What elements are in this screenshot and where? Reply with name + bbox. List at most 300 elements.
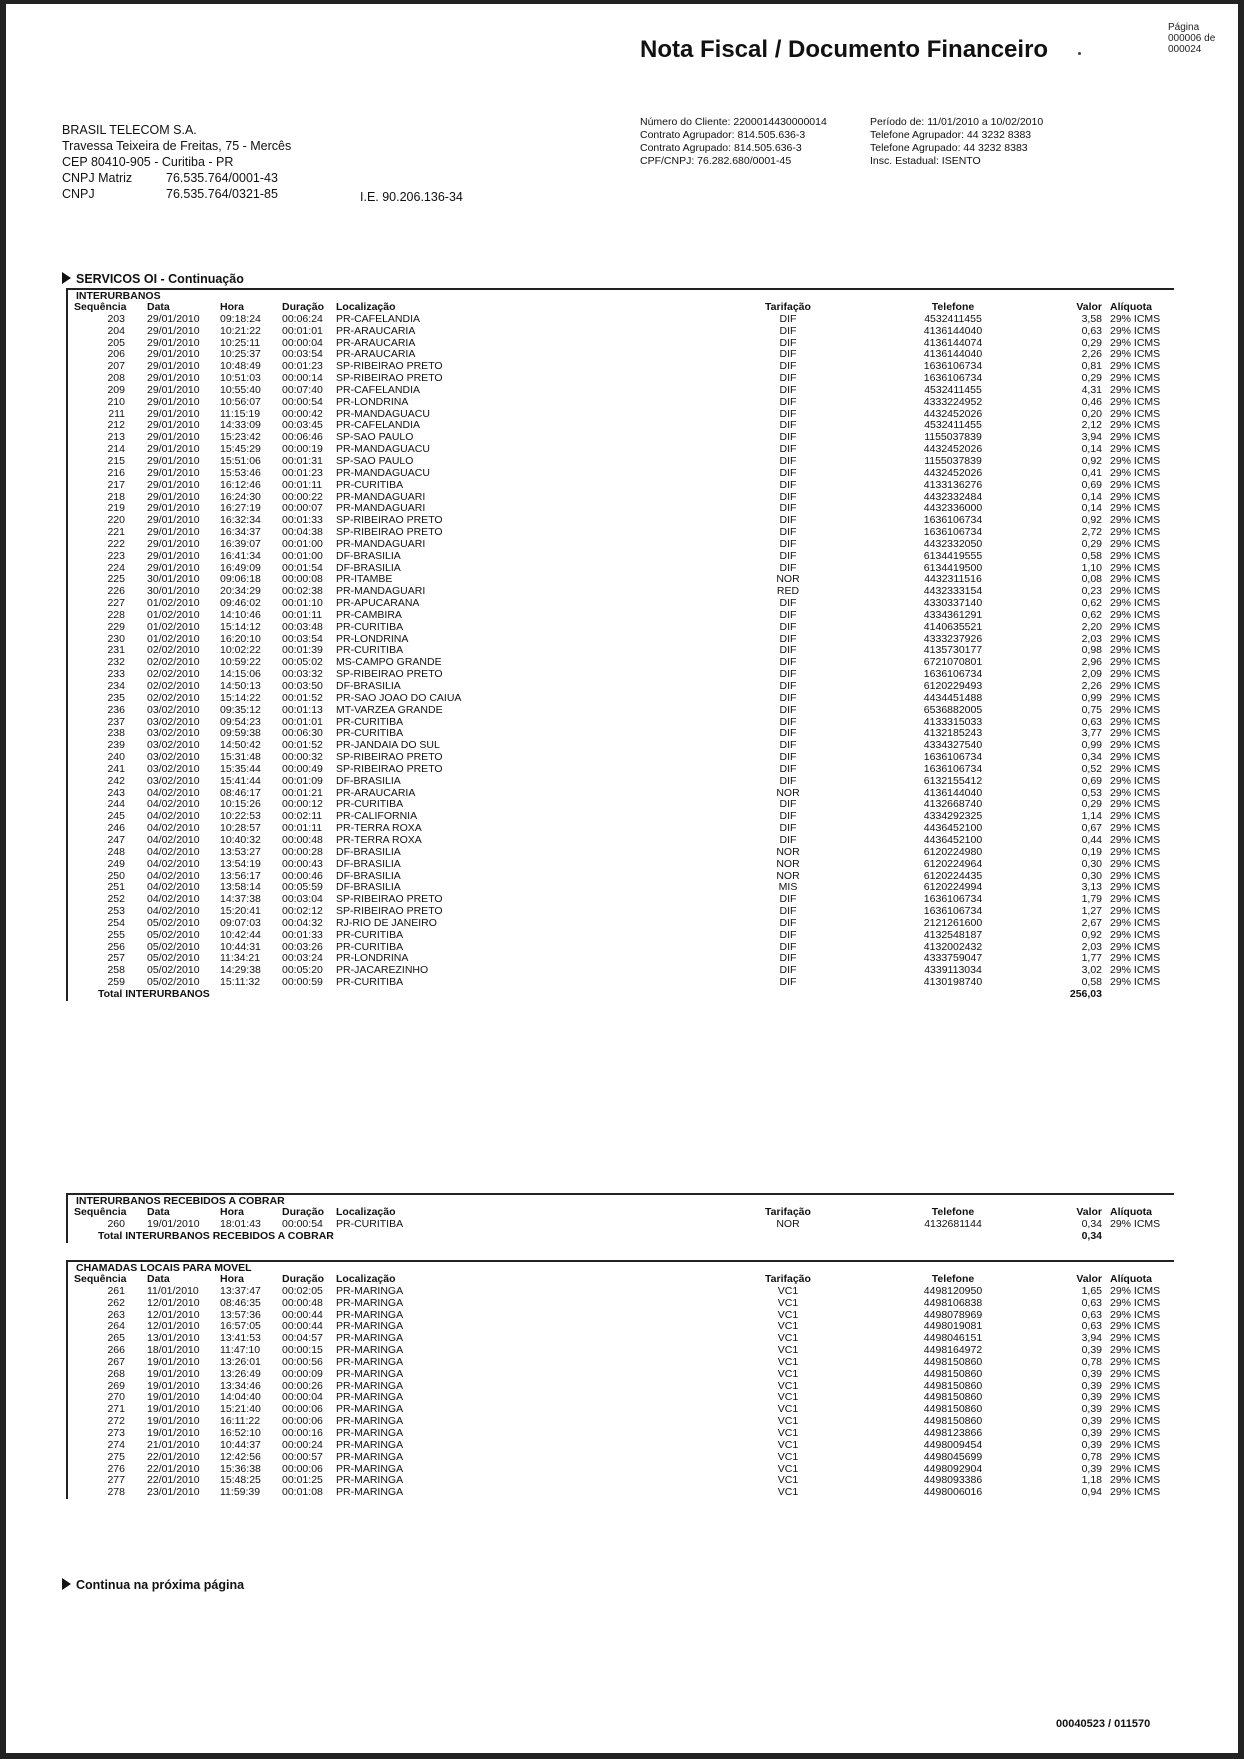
cell-tariff: DIF <box>779 656 797 669</box>
cell-date: 01/02/2010 <box>147 632 200 645</box>
cell-location: PR-MARINGA <box>336 1284 404 1297</box>
cell-seq: 267 <box>107 1355 125 1368</box>
cell-date: 19/01/2010 <box>147 1426 200 1439</box>
cell-time: 14:37:38 <box>220 893 261 906</box>
cnpj-matriz-value: 76.535.764/0001-43 <box>166 171 278 185</box>
cell-date: 29/01/2010 <box>147 419 200 432</box>
cell-phone: 4330337140 <box>923 597 983 610</box>
cell-time: 16:39:07 <box>220 537 261 550</box>
cell-date: 05/02/2010 <box>147 928 200 941</box>
cell-tariff: VC1 <box>777 1284 799 1297</box>
cell-value: 0,94 <box>1081 1486 1102 1499</box>
cell-time: 13:53:27 <box>220 845 261 858</box>
cell-time: 09:54:23 <box>220 715 261 728</box>
cell-tax-rate: 29% ICMS <box>1110 680 1161 692</box>
cell-value: 0,29 <box>1081 372 1102 385</box>
cell-tax-rate: 29% ICMS <box>1110 905 1161 918</box>
cell-value: 0,39 <box>1081 1415 1102 1428</box>
cell-value: 0,69 <box>1081 774 1102 787</box>
cell-date: 02/02/2010 <box>147 644 200 657</box>
cell-time: 10:22:53 <box>220 810 261 823</box>
cell-date: 29/01/2010 <box>147 514 200 527</box>
cell-date: 05/02/2010 <box>147 976 200 989</box>
cell-tariff: DIF <box>779 336 797 349</box>
cell-date: 22/01/2010 <box>147 1462 200 1475</box>
cell-value: 0,78 <box>1081 1450 1102 1463</box>
cell-duration: 00:01:23 <box>282 466 323 479</box>
cell-location: MT-VARZEA GRANDE <box>336 703 443 716</box>
cell-tax-rate: 29% ICMS <box>1110 1462 1161 1475</box>
cell-seq: 256 <box>107 940 125 953</box>
cell-tax-rate: 29% ICMS <box>1110 798 1161 811</box>
cell-tax-rate: 29% ICMS <box>1110 703 1161 716</box>
cell-tariff: DIF <box>779 324 797 337</box>
cell-duration: 00:07:40 <box>282 383 323 396</box>
cell-phone: 4334327540 <box>923 739 983 752</box>
cell-duration: 00:00:48 <box>282 833 323 846</box>
cell-value: 0,39 <box>1081 1438 1102 1451</box>
cell-phone: 1155037839 <box>924 454 982 467</box>
cell-value: 0,29 <box>1081 537 1102 550</box>
cell-phone: 4132002432 <box>923 940 983 953</box>
cell-value: 0,75 <box>1081 703 1102 716</box>
cell-location: PR-MANDAGUACU <box>336 407 430 420</box>
cell-tax-rate: 29% ICMS <box>1110 893 1161 906</box>
cell-phone: 1636106734 <box>923 360 983 373</box>
recebidos-total-row <box>68 1231 1174 1243</box>
cell-value: 4,31 <box>1081 383 1102 396</box>
cell-phone: 4498150860 <box>923 1403 983 1416</box>
table-row <box>68 1286 1174 1298</box>
cell-location: PR-JANDAIA DO SUL <box>336 739 440 752</box>
cell-value: 0,92 <box>1081 928 1102 941</box>
cell-time: 10:02:22 <box>220 644 261 657</box>
cell-seq: 271 <box>107 1403 125 1416</box>
cell-seq: 251 <box>107 881 125 894</box>
cell-duration: 00:04:32 <box>282 916 323 929</box>
cell-seq: 243 <box>107 786 125 799</box>
cell-location: PR-MARINGA <box>336 1367 404 1380</box>
cell-value: 0,14 <box>1081 490 1102 503</box>
cell-time: 16:24:30 <box>220 490 261 503</box>
cell-seq: 229 <box>107 620 125 633</box>
cell-seq: 274 <box>107 1438 125 1451</box>
cell-seq: 223 <box>107 549 125 562</box>
cell-tax-rate: 29% ICMS <box>1110 348 1161 361</box>
cell-phone: 4432311516 <box>924 573 982 586</box>
cell-seq: 268 <box>107 1367 125 1380</box>
cell-seq: 258 <box>107 964 125 977</box>
cell-date: 04/02/2010 <box>147 822 200 835</box>
cell-duration: 00:01:25 <box>282 1474 323 1487</box>
cell-tax-rate: 29% ICMS <box>1110 632 1161 645</box>
cell-phone: 4498150860 <box>923 1355 983 1368</box>
cell-duration: 00:01:11 <box>282 822 323 835</box>
cell-time: 16:52:10 <box>220 1426 261 1439</box>
cell-tax-rate: 29% ICMS <box>1110 1379 1161 1392</box>
cell-location: PR-CURITIBA <box>336 940 404 953</box>
cell-phone: 4436452100 <box>923 833 983 846</box>
cell-duration: 00:00:06 <box>282 1462 323 1475</box>
cell-duration: 00:00:26 <box>282 1379 323 1392</box>
cell-phone: 4132185243 <box>923 727 983 740</box>
cell-tariff: DIF <box>779 478 797 491</box>
cell-location: PR-CURITIBA <box>336 928 404 941</box>
cell-value: 0,63 <box>1081 715 1102 728</box>
page-number: 000006 de <box>1168 33 1216 44</box>
col-valor: Valor <box>1076 1273 1102 1285</box>
cell-phone: 4132548187 <box>923 928 983 941</box>
cell-phone: 1636106734 <box>923 526 983 539</box>
cell-tax-rate: 29% ICMS <box>1110 312 1161 325</box>
cell-tariff: DIF <box>779 620 797 633</box>
col-data: Data <box>147 1206 170 1218</box>
cell-time: 16:20:10 <box>220 632 261 645</box>
cell-location: PR-ITAMBE <box>336 573 393 586</box>
cell-tariff: DIF <box>779 632 797 645</box>
cell-date: 02/02/2010 <box>147 691 200 704</box>
cell-duration: 00:01:09 <box>282 774 323 787</box>
cell-tax-rate: 29% ICMS <box>1110 478 1161 491</box>
cell-phone: 4432452026 <box>923 407 983 420</box>
cell-seq: 222 <box>107 537 125 550</box>
cell-tax-rate: 29% ICMS <box>1110 443 1161 456</box>
cell-location: DF-BRASILIA <box>336 845 401 858</box>
cell-value: 1,14 <box>1081 810 1102 823</box>
cell-duration: 00:03:24 <box>282 952 323 965</box>
cell-time: 09:18:24 <box>220 312 261 325</box>
interurbanos-rows <box>68 314 1174 989</box>
cell-time: 14:33:09 <box>220 419 261 432</box>
cell-value: 1,18 <box>1081 1474 1102 1487</box>
cell-duration: 00:00:32 <box>282 751 323 764</box>
cell-time: 13:54:19 <box>220 857 261 870</box>
cell-date: 04/02/2010 <box>147 798 200 811</box>
cell-value: 0,39 <box>1081 1426 1102 1439</box>
cell-tariff: NOR <box>776 869 800 882</box>
cell-duration: 00:01:52 <box>282 691 323 704</box>
cell-tax-rate: 29% ICMS <box>1110 727 1161 740</box>
cell-time: 15:41:44 <box>220 774 261 787</box>
cell-date: 04/02/2010 <box>147 845 200 858</box>
cell-location: DF-BRASILIA <box>336 549 401 562</box>
cell-time: 15:21:40 <box>220 1403 261 1416</box>
cell-date: 03/02/2010 <box>147 774 200 787</box>
table-row <box>68 693 1174 705</box>
cell-time: 14:50:42 <box>220 739 261 752</box>
cell-tariff: DIF <box>779 751 797 764</box>
cell-tax-rate: 29% ICMS <box>1110 810 1161 823</box>
col-aliquota: Alíquota <box>1110 301 1152 313</box>
cell-seq: 219 <box>107 502 125 515</box>
cell-date: 29/01/2010 <box>147 537 200 550</box>
cell-time: 15:36:38 <box>220 1462 261 1475</box>
cell-time: 15:45:29 <box>220 443 261 456</box>
cell-seq: 249 <box>107 857 125 870</box>
cell-phone: 4432336000 <box>923 502 983 515</box>
cell-phone: 4432332050 <box>923 537 983 550</box>
cell-seq: 261 <box>107 1284 125 1297</box>
cell-time: 10:28:57 <box>220 822 261 835</box>
cell-duration: 00:00:42 <box>282 407 323 420</box>
cell-phone: 6134419500 <box>923 561 983 574</box>
cell-location: PR-MARINGA <box>336 1332 404 1345</box>
cell-location: PR-CAFELANDIA <box>336 419 421 432</box>
col-telefone: Telefone <box>931 301 975 313</box>
cell-phone: 4498019081 <box>923 1320 983 1333</box>
cell-seq: 213 <box>107 431 125 444</box>
cell-duration: 00:00:15 <box>282 1344 323 1357</box>
cell-location: PR-MARINGA <box>336 1296 404 1309</box>
phone-agrupador: Telefone Agrupador: 44 3232 8383 <box>870 129 1032 141</box>
cell-date: 04/02/2010 <box>147 905 200 918</box>
cell-phone: 1636106734 <box>923 372 983 385</box>
cell-tariff: DIF <box>779 372 797 385</box>
cell-phone: 4434451488 <box>923 691 983 704</box>
cnpj-label: CNPJ <box>62 187 95 201</box>
movel-section <box>66 1260 1174 1499</box>
table-row <box>68 551 1174 563</box>
cell-tax-rate: 29% ICMS <box>1110 940 1161 953</box>
cell-duration: 00:03:54 <box>282 348 323 361</box>
cell-value: 0,99 <box>1081 739 1102 752</box>
cell-phone: 1155037839 <box>924 431 982 444</box>
cell-seq: 235 <box>107 691 125 704</box>
cell-tax-rate: 29% ICMS <box>1110 383 1161 396</box>
cell-date: 29/01/2010 <box>147 490 200 503</box>
cell-phone: 1636106734 <box>923 893 983 906</box>
cell-phone: 4498106838 <box>923 1296 983 1309</box>
cell-tax-rate: 29% ICMS <box>1110 514 1161 527</box>
cell-location: PR-TERRA ROXA <box>336 833 422 846</box>
cell-tariff: VC1 <box>777 1426 799 1439</box>
cell-location: SP-RIBEIRAO PRETO <box>336 372 443 385</box>
cell-value: 2,67 <box>1081 916 1102 929</box>
cell-value: 0,63 <box>1081 1308 1102 1321</box>
cell-seq: 266 <box>107 1344 125 1357</box>
col-seq: Sequência <box>74 1273 127 1285</box>
cell-location: SP-SAO PAULO <box>336 454 414 467</box>
cell-tax-rate: 29% ICMS <box>1110 1320 1161 1333</box>
table-row <box>68 977 1174 989</box>
cell-date: 29/01/2010 <box>147 502 200 515</box>
cell-time: 10:55:40 <box>220 383 261 396</box>
col-hora: Hora <box>220 1206 244 1218</box>
table-row <box>68 314 1174 326</box>
cell-duration: 00:00:49 <box>282 762 323 775</box>
cell-date: 04/02/2010 <box>147 857 200 870</box>
col-valor: Valor <box>1076 301 1102 313</box>
cell-tax-rate: 29% ICMS <box>1110 751 1161 764</box>
cell-time: 14:50:13 <box>220 680 261 692</box>
cell-tariff: DIF <box>779 680 797 692</box>
cell-seq: 227 <box>107 597 125 610</box>
cell-phone: 6120224435 <box>923 869 983 882</box>
cell-seq: 214 <box>107 443 125 456</box>
cell-duration: 00:00:16 <box>282 1426 323 1439</box>
cell-phone: 4333237926 <box>923 632 983 645</box>
cell-value: 0,63 <box>1081 1296 1102 1309</box>
cell-seq: 248 <box>107 845 125 858</box>
cell-value: 2,03 <box>1081 632 1102 645</box>
cell-seq: 204 <box>107 324 125 337</box>
cell-tax-rate: 29% ICMS <box>1110 774 1161 787</box>
cell-value: 0,62 <box>1081 608 1102 621</box>
cell-duration: 00:02:38 <box>282 585 323 598</box>
cell-value: 0,58 <box>1081 976 1102 989</box>
cell-phone: 4132668740 <box>923 798 983 811</box>
arrow-right-icon <box>62 272 71 284</box>
cell-tax-rate: 29% ICMS <box>1110 502 1161 515</box>
cell-location: DF-BRASILIA <box>336 774 401 787</box>
cell-tariff: DIF <box>779 466 797 479</box>
cell-seq: 278 <box>107 1486 125 1499</box>
cell-tax-rate: 29% ICMS <box>1110 608 1161 621</box>
col-seq: Sequência <box>74 1206 127 1218</box>
issuer-address: Travessa Teixeira de Freitas, 75 - Mercês <box>62 139 292 153</box>
cell-value: 0,19 <box>1081 845 1102 858</box>
cell-time: 13:26:01 <box>220 1355 261 1368</box>
col-hora: Hora <box>220 301 244 313</box>
cell-seq: 205 <box>107 336 125 349</box>
cell-tax-rate: 29% ICMS <box>1110 857 1161 870</box>
document-number: 00040523 / 011570 <box>1056 1718 1151 1730</box>
cell-phone: 4432333154 <box>923 585 983 598</box>
cell-date: 29/01/2010 <box>147 336 200 349</box>
cell-tariff: DIF <box>779 443 797 456</box>
col-hora: Hora <box>220 1273 244 1285</box>
cell-tax-rate: 29% ICMS <box>1110 431 1161 444</box>
client-cpf-cnpj: CPF/CNPJ: 76.282.680/0001-45 <box>640 155 792 167</box>
cell-date: 13/01/2010 <box>147 1332 200 1345</box>
cell-time: 13:26:49 <box>220 1367 261 1380</box>
cell-tax-rate: 29% ICMS <box>1110 762 1161 775</box>
cell-date: 29/01/2010 <box>147 561 200 574</box>
cell-value: 0,92 <box>1081 514 1102 527</box>
cell-duration: 00:03:45 <box>282 419 323 432</box>
cell-date: 29/01/2010 <box>147 454 200 467</box>
cell-time: 20:34:29 <box>220 585 261 598</box>
cell-value: 0,14 <box>1081 443 1102 456</box>
cell-date: 01/02/2010 <box>147 608 200 621</box>
cell-time: 10:40:32 <box>220 833 261 846</box>
cell-tax-rate: 29% ICMS <box>1110 1474 1161 1487</box>
cell-duration: 00:05:59 <box>282 881 323 894</box>
cell-tax-rate: 29% ICMS <box>1110 845 1161 858</box>
cell-tariff: VC1 <box>777 1308 799 1321</box>
cell-seq: 253 <box>107 905 125 918</box>
cell-tariff: DIF <box>779 691 797 704</box>
scan-speck <box>1078 52 1081 55</box>
cell-tariff: DIF <box>779 312 797 325</box>
cell-value: 1,27 <box>1081 905 1102 918</box>
cell-duration: 00:01:39 <box>282 644 323 657</box>
cell-seq: 273 <box>107 1426 125 1439</box>
cell-tax-rate: 29% ICMS <box>1110 454 1161 467</box>
movel-rows <box>68 1286 1174 1499</box>
cell-location: SP-RIBEIRAO PRETO <box>336 762 443 775</box>
cell-duration: 00:00:08 <box>282 573 323 586</box>
contract-agrupador: Contrato Agrupador: 814.505.636-3 <box>640 129 806 141</box>
cell-phone: 4498078969 <box>923 1308 983 1321</box>
cell-date: 19/01/2010 <box>147 1379 200 1392</box>
cell-time: 15:14:22 <box>220 691 261 704</box>
cell-duration: 00:01:33 <box>282 514 323 527</box>
cell-duration: 00:01:33 <box>282 928 323 941</box>
cell-value: 0,67 <box>1081 822 1102 835</box>
cell-phone: 4334361291 <box>923 608 983 621</box>
cell-value: 2,03 <box>1081 940 1102 953</box>
cell-seq: 252 <box>107 893 125 906</box>
cell-phone: 4498093386 <box>923 1474 983 1487</box>
cell-time: 15:48:25 <box>220 1474 261 1487</box>
cell-location: PR-CURITIBA <box>336 976 404 989</box>
cell-seq: 246 <box>107 822 125 835</box>
cell-value: 0,78 <box>1081 1355 1102 1368</box>
cell-seq: 228 <box>107 608 125 621</box>
page-total: 000024 <box>1168 44 1202 55</box>
recebidos-title: INTERURBANOS RECEBIDOS A COBRAR <box>76 1195 285 1207</box>
recebidos-section <box>66 1193 1174 1243</box>
cell-value: 0,46 <box>1081 395 1102 408</box>
cell-duration: 00:01:00 <box>282 537 323 550</box>
cell-tax-rate: 29% ICMS <box>1110 597 1161 610</box>
total-label: Total INTERURBANOS <box>98 987 210 1000</box>
cell-location: PR-MARINGA <box>336 1355 404 1368</box>
cell-date: 29/01/2010 <box>147 360 200 373</box>
col-seq: Sequência <box>74 301 127 313</box>
cell-phone: 4132681144 <box>924 1217 982 1230</box>
cell-phone: 4333759047 <box>923 952 983 965</box>
cell-seq: 225 <box>107 573 125 586</box>
cell-value: 1,10 <box>1081 561 1102 574</box>
cell-value: 3,94 <box>1081 1332 1102 1345</box>
cell-tariff: DIF <box>779 348 797 361</box>
cell-time: 10:48:49 <box>220 360 261 373</box>
cell-tariff: DIF <box>779 833 797 846</box>
cell-duration: 00:01:52 <box>282 739 323 752</box>
cell-location: PR-MARINGA <box>336 1415 404 1428</box>
cell-value: 0,69 <box>1081 478 1102 491</box>
cell-phone: 4136144074 <box>923 336 983 349</box>
cell-tariff: RED <box>776 585 800 598</box>
cell-seq: 262 <box>107 1296 125 1309</box>
cell-tax-rate: 29% ICMS <box>1110 668 1161 681</box>
cnpj-matriz-label: CNPJ Matriz <box>62 171 133 185</box>
cell-phone: 4432452026 <box>923 443 983 456</box>
col-tarifacao: Tarifação <box>765 1273 811 1285</box>
cell-tariff: DIF <box>779 762 797 775</box>
cell-phone: 4498150860 <box>923 1391 983 1404</box>
cell-value: 0,29 <box>1081 336 1102 349</box>
cell-tax-rate: 29% ICMS <box>1110 1344 1161 1357</box>
table-row <box>68 764 1174 776</box>
cell-time: 14:15:06 <box>220 668 261 681</box>
cell-seq: 207 <box>107 360 125 373</box>
cell-location: SP-RIBEIRAO PRETO <box>336 526 443 539</box>
cell-duration: 00:00:09 <box>282 1367 323 1380</box>
cell-location: PR-MARINGA <box>336 1379 404 1392</box>
cell-location: PR-MARINGA <box>336 1344 404 1357</box>
cell-value: 2,72 <box>1081 526 1102 539</box>
cell-tariff: DIF <box>779 360 797 373</box>
cell-tariff: VC1 <box>777 1320 799 1333</box>
cell-date: 05/02/2010 <box>147 916 200 929</box>
cell-location: PR-CURITIBA <box>336 798 404 811</box>
col-data: Data <box>147 1273 170 1285</box>
movel-title: CHAMADAS LOCAIS PARA MOVEL <box>76 1262 252 1274</box>
cell-value: 0,62 <box>1081 597 1102 610</box>
